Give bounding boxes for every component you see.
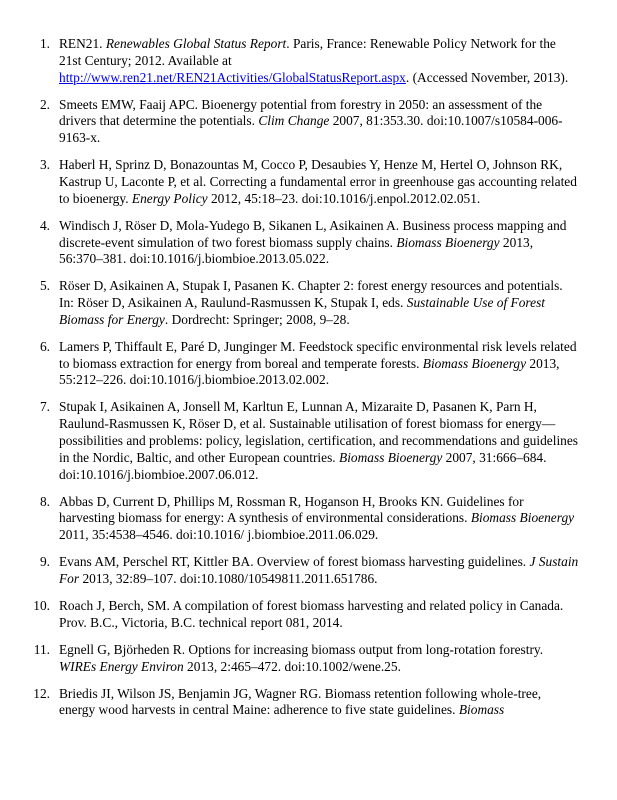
reference-segment: Evans AM, Perschel RT, Kittler BA. Overview of forest biomass harvesting guidelines. [59, 554, 530, 570]
reference-number: 7. [39, 399, 50, 415]
reference-segment: Haberl H, Sprinz D, Bonazountas M, Cocco P, Desaubies Y, Henze M, Hertel O, Johnson RK, Kastrup U, Laconte P, et al. Correcting a fundamental error in greenhouse gas accounting related to bioenergy. [59, 157, 577, 206]
reference-number: 5. [39, 278, 50, 294]
reference-segment: 2013, 32:89–107. doi:10.1080/10549811.2011.651786. [79, 571, 378, 587]
reference-list [0, 36, 617, 729]
reference-number: 6. [39, 338, 50, 354]
reference-segment: 2013, 56:370–381. doi:10.1016/j.biombioe.2013.05.022. [59, 234, 534, 267]
reference-number: 11. [33, 641, 50, 657]
reference-item [0, 278, 617, 328]
reference-text [59, 642, 543, 674]
reference-number: 4. [39, 217, 50, 233]
reference-journal-title: Biomass Bioenergy [396, 234, 500, 250]
reference-text [59, 399, 578, 481]
reference-segment: . Paris, France: Renewable Policy Network for the 21st Century; 2012. Available at [59, 36, 556, 68]
reference-item [0, 494, 617, 544]
reference-number: 3. [39, 157, 50, 173]
reference-item [0, 399, 617, 483]
reference-item [0, 642, 617, 676]
reference-item [0, 218, 617, 268]
reference-segment: Lamers P, Thiffault E, Paré D, Junginger M. Feedstock specific environmental risk levels related to biomass extraction for energy from boreal and temperate forests. [59, 338, 577, 371]
reference-text [59, 157, 577, 206]
reference-text [59, 598, 563, 630]
reference-item [0, 157, 617, 207]
reference-text [59, 278, 563, 327]
reference-item [0, 598, 617, 632]
reference-segment: . Dordrecht: Springer; 2008, 9–28. [164, 311, 350, 327]
reference-journal-title: Renewables Global Status Report [105, 36, 287, 51]
reference-segment: Röser D, Asikainen A, Stupak I, Pasanen K. Chapter 2: forest energy resources and potentials. In: Röser D, Asikainen A, Raulund-Rasmussen K, Stupak I, eds. [59, 278, 563, 311]
reference-segment: 2013, 2:465–472. doi:10.1002/wene.25. [183, 658, 401, 674]
reference-text [59, 554, 578, 586]
reference-text [59, 494, 574, 543]
reference-number: 8. [39, 493, 50, 509]
reference-item [0, 339, 617, 389]
reference-item [0, 554, 617, 588]
reference-journal-title: Energy Policy [131, 190, 208, 206]
reference-journal-title: WIREs Energy Environ [59, 658, 184, 674]
reference-journal-title: Sustainable Use of Forest Biomass for Energy [59, 295, 546, 327]
reference-journal-title: Biomass [458, 702, 505, 718]
reference-item [0, 686, 617, 720]
reference-number: 10. [33, 598, 50, 613]
reference-number: 12. [33, 685, 50, 701]
reference-segment: 2012, 45:18–23. doi:10.1016/j.enpol.2012.02.051. [207, 190, 481, 206]
reference-number: 1. [39, 36, 50, 51]
reference-text [59, 218, 567, 267]
reference-segment: . (Accessed November, 2013). [405, 69, 569, 85]
reference-text [59, 686, 541, 718]
reference-segment: Windisch J, Röser D, Mola-Yudego B, Sikanen L, Asikainen A. Business process mapping and discrete-event simulation of two forest biomass supply chains. [59, 217, 567, 250]
reference-segment: 2007, 81:353.30. doi:10.1007/s10584-006-9163-x. [59, 113, 563, 146]
reference-number: 2. [39, 96, 50, 112]
reference-segment: Smeets EMW, Faaij APC. Bioenergy potential from forestry in 2050: an assessment of the drivers that determine the potentials. [59, 96, 543, 129]
reference-segment: Egnell G, Björheden R. Options for increasing biomass output from long-rotation forestry. [59, 641, 544, 657]
reference-journal-title: Biomass Bioenergy [339, 449, 443, 465]
reference-segment: 2011, 35:4538–4546. doi:10.1016/ j.biombioe.2011.06.029. [59, 527, 379, 543]
reference-segment: Stupak I, Asikainen A, Jonsell M, Karltun E, Lunnan A, Mizaraite D, Pasanen K, Parn H, Raulund-Rasmussen K, Röser D, et al. Sustainable utilisation of forest biomass for energy—possibilities and problems: policy, legislation, certification, and recommendations and guidelines in the Nordic, Baltic, and other European countries. [59, 399, 579, 465]
reference-segment: Roach J, Berch, SM. A compilation of forest biomass harvesting and related policy in Canada. Prov. B.C., Victoria, B.C. technical report 081, 2014. [59, 598, 564, 630]
reference-segment: 2007, 31:666–684. doi:10.1016/j.biombioe.2007.06.012. [59, 449, 547, 482]
reference-segment: 2013, 55:212–226. doi:10.1016/j.biombioe.2013.02.002. [59, 355, 560, 388]
reference-text [59, 36, 568, 85]
reference-text [59, 97, 563, 146]
reference-item [0, 97, 617, 147]
reference-journal-title: Biomass Bioenergy [470, 510, 575, 526]
reference-journal-title: J Sustain For [59, 554, 579, 587]
reference-segment: Briedis JI, Wilson JS, Benjamin JG, Wagner RG. Biomass retention following whole-tree, energy wood harvests in central Maine: adherence to five state guidelines. [59, 685, 542, 718]
reference-segment: REN21. [59, 36, 106, 51]
reference-number: 9. [39, 554, 50, 570]
reference-link[interactable]: http://www.ren21.net/REN21Activities/GlobalStatusReport.aspx [59, 69, 406, 85]
reference-journal-title: Clim Change [258, 113, 330, 129]
reference-text [59, 339, 577, 388]
reference-item [0, 36, 617, 86]
reference-journal-title: Biomass Bioenergy [422, 355, 527, 371]
reference-segment: Abbas D, Current D, Phillips M, Rossman R, Hoganson H, Brooks KN. Guidelines for harvesting biomass for energy: A synthesis of environmental considerations. [59, 493, 524, 526]
